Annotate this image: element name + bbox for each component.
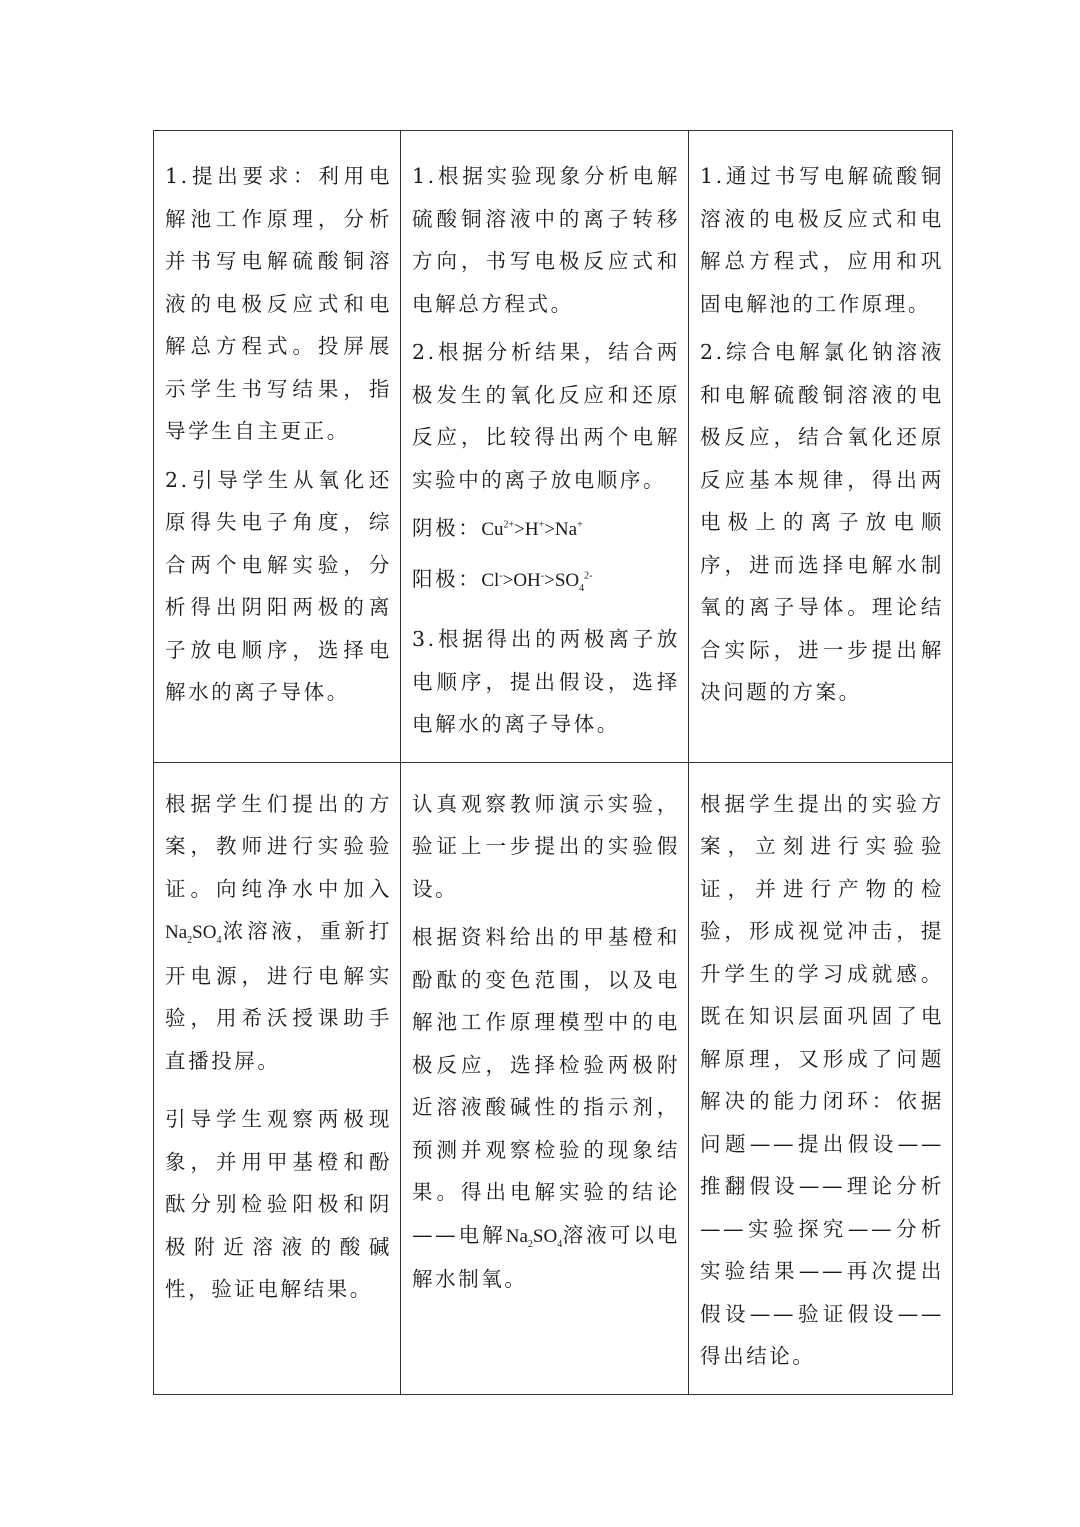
table-row	[154, 762, 953, 1394]
paragraph: 2.引导学生从氧化还原得失电子角度，综合两个电解实验，分析得出阴阳两极的离子放电顺序，选择电解水的离子导体。	[165, 467, 392, 704]
student-activity-cell	[401, 762, 689, 1394]
design-intent-cell	[689, 131, 953, 763]
paragraph: 1.通过书写电解硫酸铜溶液的电极反应式和电解总方程式，应用和巩固电解池的工作原理。	[700, 164, 944, 316]
cathode-formula: $Cu^{2+}>H^+>Na^+$	[481, 519, 583, 540]
paragraph: 2.综合电解氯化钠溶液和电解硫酸铜溶液的电极反应，结合氧化还原反应基本规律，得出两电极上的离子放电顺序，进而选择电解水制氧的离子导体。理论结合实际，进一步提出解决问题的方案。	[700, 340, 944, 704]
paragraph: 根据学生提出的实验方案，立刻进行实验验证，并进行产物的检验，形成视觉冲击，提升学生的学习成就感。既在知识层面巩固了电解原理，又形成了问题解决的能力闭环：依据问题——提出假设——推翻假设——理论分析——实验探究——分析实验结果——再次提出假设——验证假设——得出结论。	[700, 791, 944, 1368]
paragraph: 根据资料给出的甲基橙和酚酞的变色范围，以及电解池工作原理模型中的电极反应，选择检验两极附近溶液酸碱性的指示剂，预测并观察检验的现象结果。得出电解实验的结论——电解$Na_2SO_4$溶液可以电解水制氧。	[412, 925, 680, 1291]
table-row	[154, 131, 953, 763]
paragraph: 2.根据分析结果，结合两极发生的氧化反应和还原反应，比较得出两个电解实验中的离子放电顺序。	[412, 340, 680, 492]
cathode-label: 阴极：	[412, 516, 482, 540]
cathode-order	[412, 507, 680, 552]
paragraph: 1.提出要求：利用电解池工作原理，分析并书写电解硫酸铜溶液的电极反应式和电解总方程式。投屏展示学生书写结果，指导学生自主更正。	[165, 164, 392, 443]
anode-label: 阳极：	[412, 566, 482, 591]
sodium-sulfate-formula: $Na_2SO_4$	[165, 922, 222, 946]
anode-order	[412, 558, 680, 603]
sodium-sulfate-formula: $Na_2SO_4$	[505, 1225, 563, 1250]
design-intent-cell	[689, 762, 953, 1394]
paragraph: 引导学生观察两极现象，并用甲基橙和酚酞分别检验阳极和阴极附近溶液的酸碱性，验证电解结果。	[165, 1107, 392, 1301]
lesson-table	[153, 130, 953, 1395]
paragraph: 根据学生们提出的方案，教师进行实验验证。向纯净水中加入$Na_2SO_4$浓溶液，重新打开电源，进行电解实验，用希沃授课助手直播投屏。	[165, 791, 392, 1073]
paragraph: 1.根据实验现象分析电解硫酸铜溶液中的离子转移方向，书写电极反应式和电解总方程式。	[412, 164, 680, 316]
paragraph: 认真观察教师演示实验，验证上一步提出的实验假设。	[412, 791, 680, 901]
student-activity-cell	[401, 131, 689, 763]
paragraph: 3.根据得出的两极离子放电顺序，提出假设，选择电解水的离子导体。	[412, 627, 680, 736]
anode-formula: $Cl^->OH^->SO_4^{2-}$	[481, 569, 593, 594]
teacher-activity-cell	[154, 762, 401, 1394]
teacher-activity-cell	[154, 131, 401, 763]
